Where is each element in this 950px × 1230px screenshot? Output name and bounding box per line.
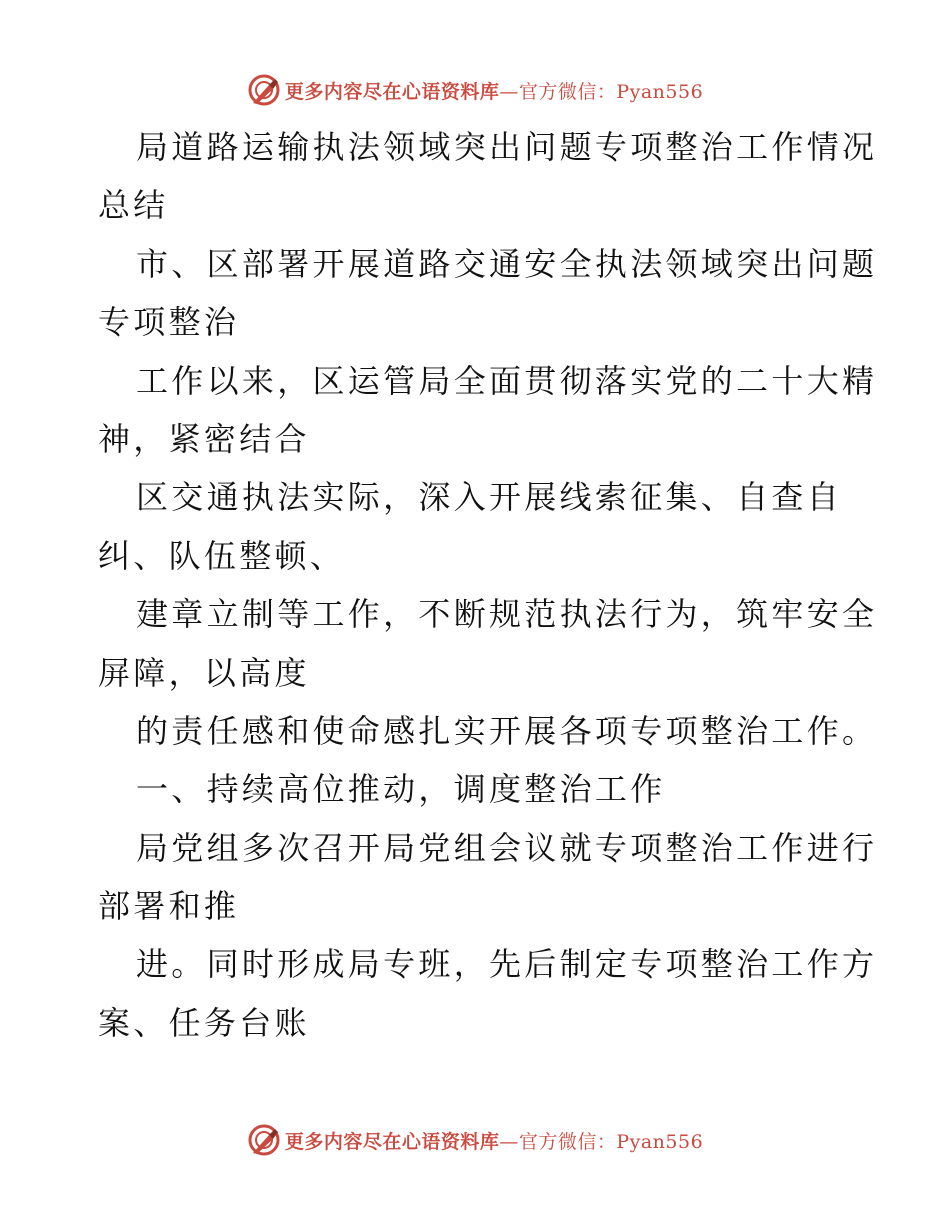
doc-line-15: 进。同时形成局专班，先后制定专项整治工作方 bbox=[136, 945, 878, 984]
watermark-wechat-text: 官方微信：Pyan556 bbox=[518, 80, 704, 103]
watermark-group bbox=[247, 73, 703, 107]
doc-line-14: 部署和推 bbox=[98, 887, 240, 926]
watermark-group bbox=[247, 1123, 703, 1157]
watermark-dash: — bbox=[499, 80, 519, 103]
doc-line-6: 神，紧密结合 bbox=[98, 419, 310, 458]
watermark-wechat-text: 官方微信：Pyan556 bbox=[518, 1130, 704, 1153]
doc-line-10: 屏障，以高度 bbox=[98, 653, 310, 692]
doc-line-1: 局道路运输执法领域突出问题专项整治工作情况 bbox=[136, 128, 878, 166]
document-body bbox=[98, 118, 878, 1052]
watermark-site-text: 更多内容尽在心语资料库 bbox=[284, 1130, 500, 1153]
doc-line-12: 一、持续高位推动，调度整治工作 bbox=[136, 770, 666, 809]
doc-line-9: 建章立制等工作，不断规范执法行为，筑牢安全 bbox=[136, 595, 878, 634]
doc-line-2: 总结 bbox=[98, 186, 169, 225]
doc-line-13: 局党组多次召开局党组会议就专项整治工作进行 bbox=[136, 828, 878, 867]
header-watermark-banner bbox=[0, 70, 950, 110]
doc-line-7: 区交通执法实际，深入开展线索征集、自查自 bbox=[136, 478, 843, 517]
pen-logo-icon bbox=[247, 1123, 281, 1157]
doc-line-8: 纠、队伍整顿、 bbox=[98, 536, 346, 575]
doc-line-16: 案、任务台账 bbox=[98, 1003, 310, 1042]
doc-line-3: 市、区部署开展道路交通安全执法领域突出问题 bbox=[136, 244, 878, 283]
footer-watermark-banner bbox=[0, 1120, 950, 1160]
pen-logo-icon bbox=[247, 73, 281, 107]
watermark-text bbox=[285, 77, 703, 104]
doc-line-4: 专项整治 bbox=[98, 303, 240, 342]
watermark-site-text: 更多内容尽在心语资料库 bbox=[284, 80, 500, 103]
doc-line-11: 的责任感和使命感扎实开展各项专项整治工作。 bbox=[136, 711, 878, 750]
watermark-dash: — bbox=[499, 1130, 519, 1153]
doc-line-5: 工作以来，区运管局全面贯彻落实党的二十大精 bbox=[136, 361, 878, 400]
watermark-text bbox=[285, 1127, 703, 1154]
